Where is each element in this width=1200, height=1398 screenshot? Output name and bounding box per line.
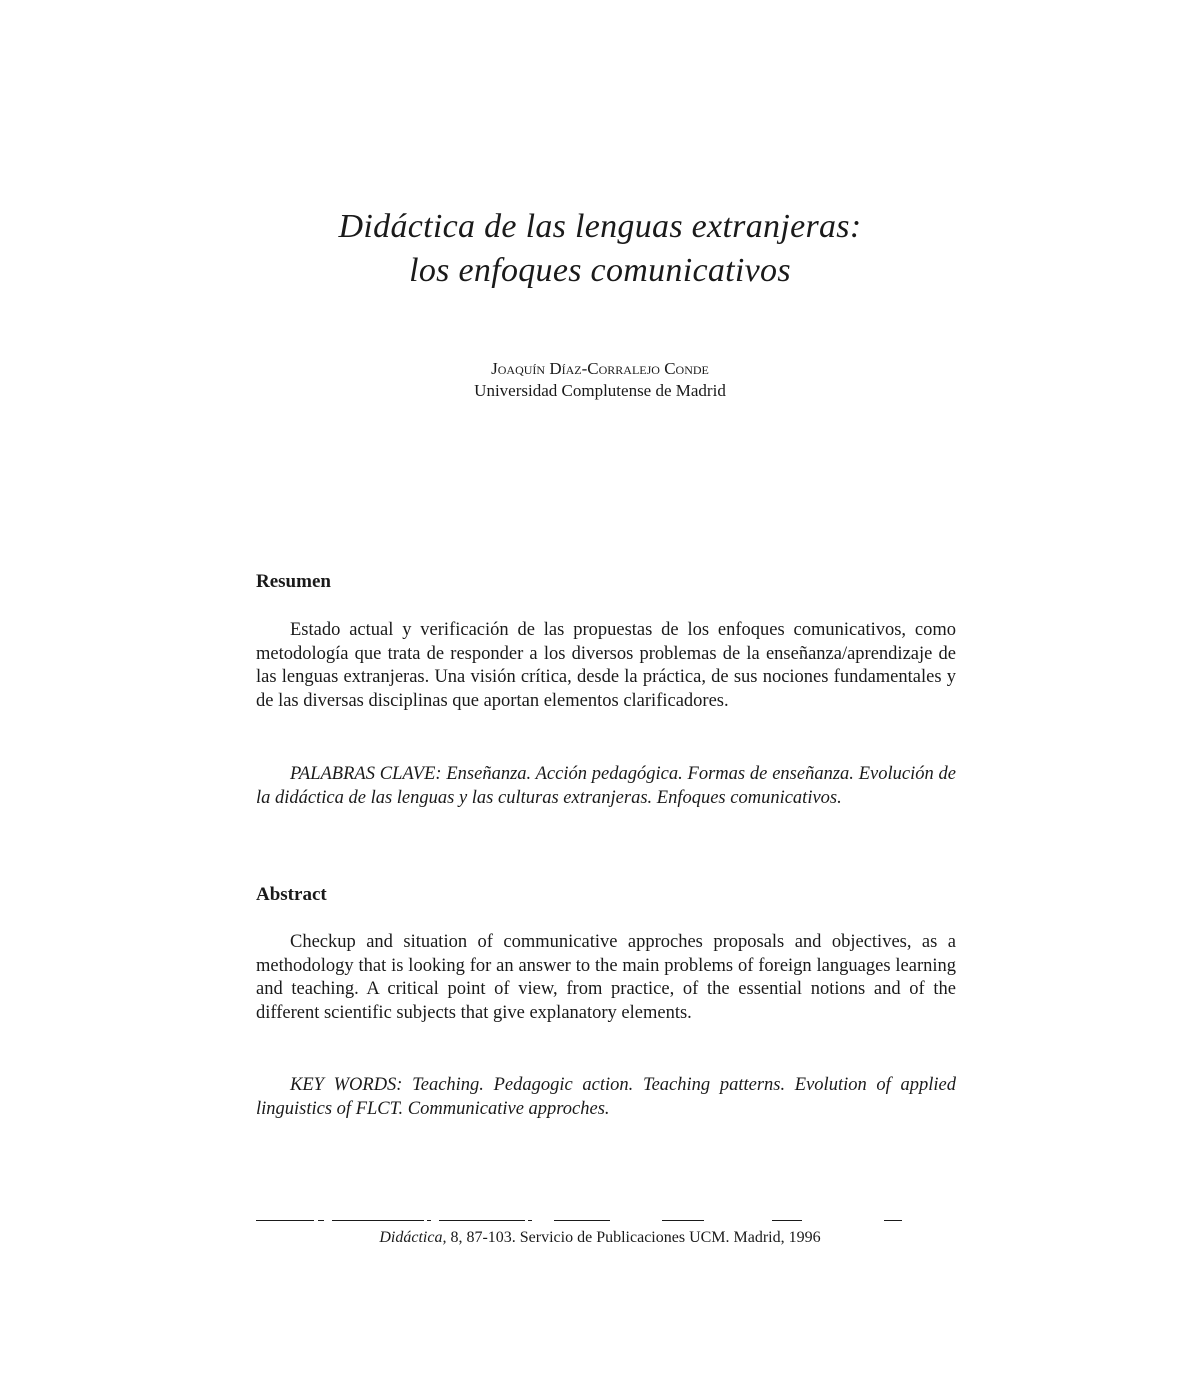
resumen-text: Estado actual y verificación de las propuestas de los enfoques comunicativos, como metodología que trata de responder a los diversos problemas de la enseñanza/aprendizaje de las lenguas extranjeras. Una visión crítica, desde la práctica, de sus nociones fundamentales y de las diversas disciplinas que aportan elementos clarificadores. bbox=[256, 620, 956, 712]
abstract-heading: Abstract bbox=[256, 884, 327, 905]
author-block bbox=[0, 358, 1200, 402]
resumen-heading: Resumen bbox=[256, 571, 331, 592]
abstract-keywords: KEY WORDS: Teaching. Pedagogic action. Teaching patterns. Evolution of applied linguistics of FLCT. Communicative approches. bbox=[256, 1075, 956, 1119]
footer-journal: Didáctica, bbox=[379, 1229, 447, 1246]
paper-title bbox=[0, 205, 1200, 293]
title-line-2: los enfoques comunicativos bbox=[409, 252, 791, 289]
footer-rule bbox=[256, 1220, 910, 1222]
author-name: Joaquín Díaz-Corralejo Conde bbox=[491, 359, 709, 378]
resumen-keywords: PALABRAS CLAVE: Enseñanza. Acción pedagógica. Formas de enseñanza. Evolución de la didáctica de las lenguas y las culturas extranjeras. Enfoques comunicativos. bbox=[256, 764, 956, 808]
title-line-1: Didáctica de las lenguas extranjeras: bbox=[338, 208, 862, 245]
author-affiliation: Universidad Complutense de Madrid bbox=[474, 381, 726, 400]
footer-citation-text: 8, 87-103. Servicio de Publicaciones UCM. Madrid, 1996 bbox=[446, 1229, 821, 1246]
abstract-text: Checkup and situation of communicative approches proposals and objectives, as a methodology that is looking for an answer to the main problems of foreign languages learning and teaching. A critical point of view, from practice, of the essential notions and of the different scientific subjects that give explanatory elements. bbox=[256, 932, 956, 1024]
footer-citation bbox=[0, 1228, 1200, 1248]
